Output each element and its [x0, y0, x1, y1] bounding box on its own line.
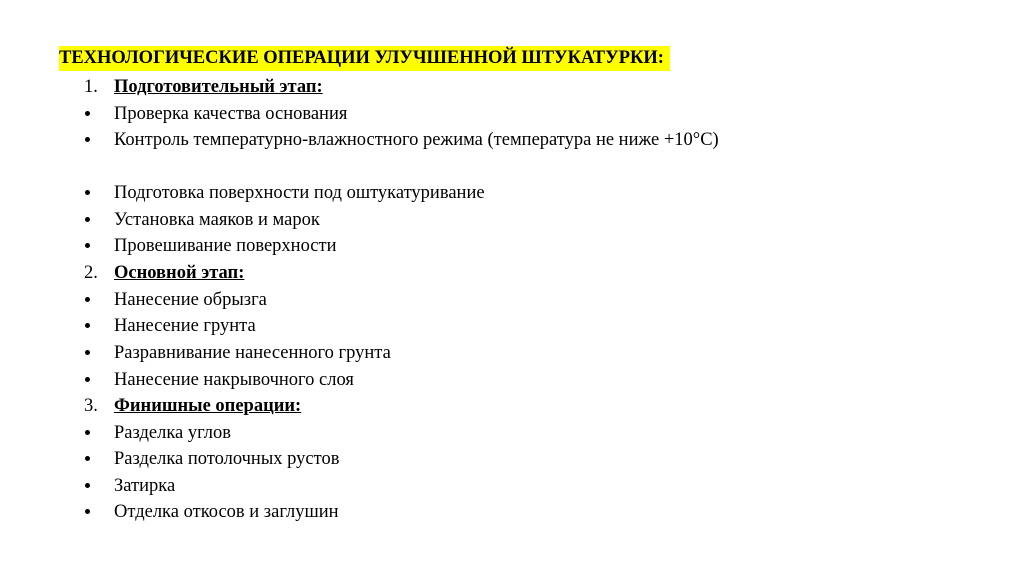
list-item-text: Контроль температурно-влажностного режима (температура не ниже +10°С) [114, 130, 719, 150]
list-item-text: Нанесение грунта [114, 316, 256, 336]
list-item [84, 101, 347, 128]
bullet-icon [84, 180, 114, 207]
bullet-icon [84, 313, 114, 340]
bullet-icon [84, 367, 114, 394]
list-item [84, 180, 485, 207]
list-item-text: Подготовка поверхности под оштукатуривание [114, 183, 485, 203]
section-heading-2 [84, 260, 244, 287]
list-item [84, 446, 339, 473]
list-item [84, 499, 339, 526]
list-item [84, 127, 754, 154]
bullet-icon [84, 446, 114, 473]
list-item [84, 473, 175, 500]
bullet-icon [84, 127, 114, 154]
bullet-icon [84, 473, 114, 500]
list-item [84, 207, 320, 234]
bullet-icon [84, 233, 114, 260]
section-number: 2. [84, 263, 98, 283]
section-number: 3. [84, 396, 98, 416]
list-item-text: Затирка [114, 476, 176, 496]
list-item-text: Установка маяков и марок [114, 210, 320, 230]
section-number: 1. [84, 77, 98, 97]
section-heading-1 [84, 74, 323, 101]
bullet-icon [84, 101, 114, 128]
bullet-icon [84, 287, 114, 314]
section-heading-text: Основной этап: [114, 263, 245, 283]
bullet-icon [84, 340, 114, 367]
list-item-text: Разделка потолочных рустов [114, 449, 340, 469]
list-item-text: Нанесение обрызга [114, 290, 267, 310]
section-heading-3 [84, 393, 301, 420]
bullet-icon [84, 420, 114, 447]
list-item [84, 233, 336, 260]
list-item-text: Нанесение накрывочного слоя [114, 370, 354, 390]
bullet-icon [84, 499, 114, 526]
list-item [84, 287, 267, 314]
list-item [84, 420, 231, 447]
list-item-text: Разравнивание нанесенного грунта [114, 343, 391, 363]
section-heading-text: Подготовительный этап: [114, 77, 323, 97]
list-item-text: Разделка углов [114, 423, 231, 443]
list-item [84, 313, 256, 340]
list-item-text: Провешивание поверхности [114, 236, 337, 256]
list-item [84, 367, 354, 394]
bullet-icon [84, 207, 114, 234]
list-item-text: Проверка качества основания [114, 104, 348, 124]
list-item-text: Отделка откосов и заглушин [114, 502, 339, 522]
section-heading-text: Финишные операции: [114, 396, 302, 416]
list-item [84, 340, 391, 367]
slide-title: ТЕХНОЛОГИЧЕСКИЕ ОПЕРАЦИИ УЛУЧШЕННОЙ ШТУКАТУРКИ: [59, 46, 670, 71]
